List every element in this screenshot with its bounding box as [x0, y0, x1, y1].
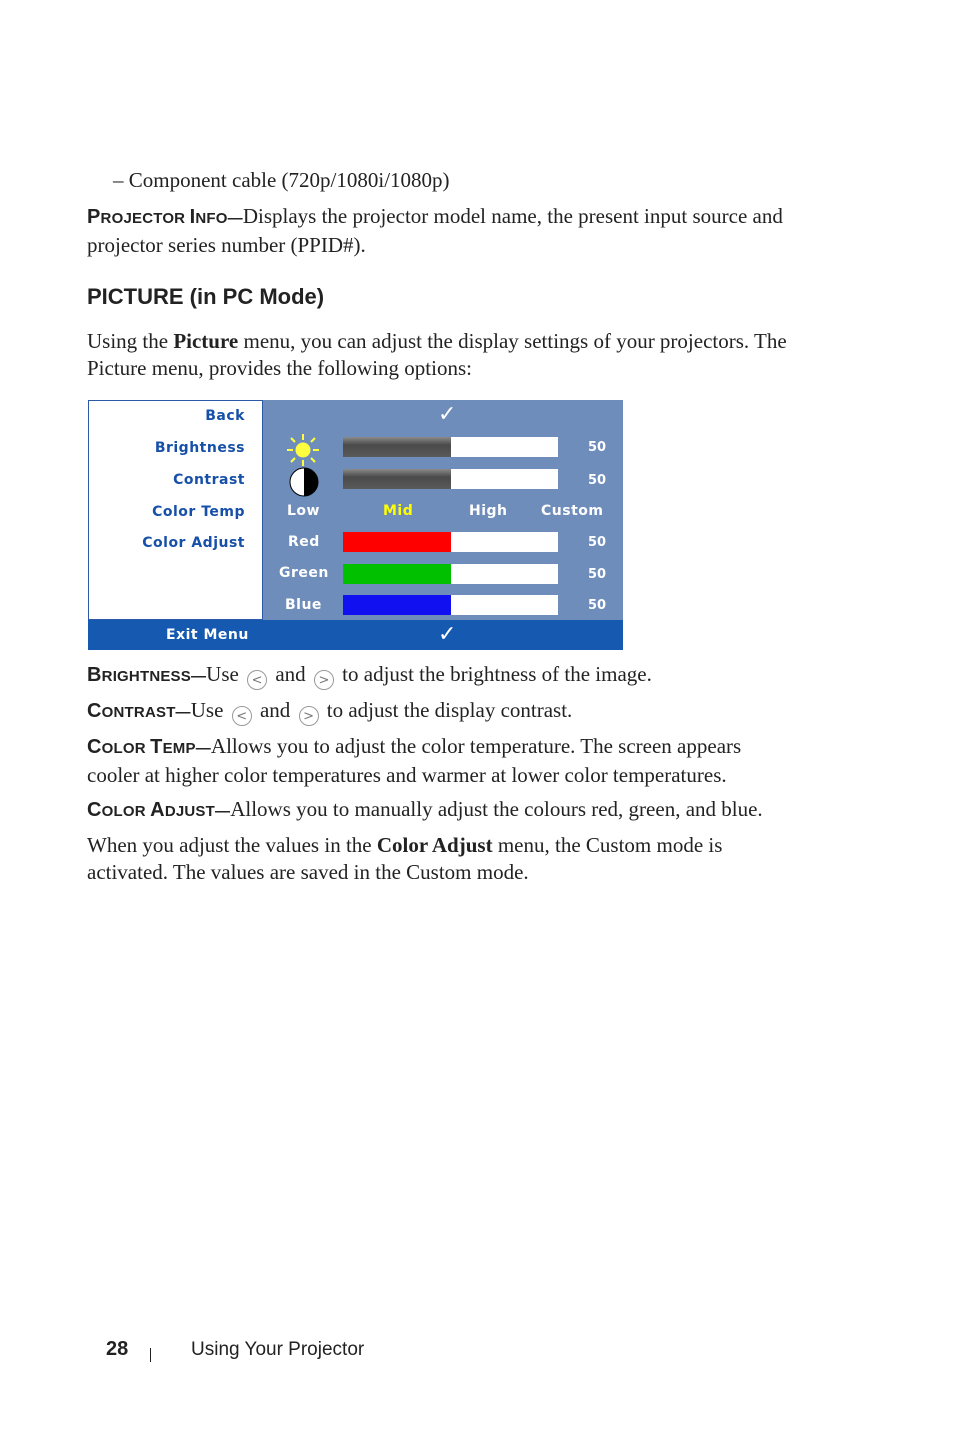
blue-fill — [343, 595, 451, 615]
right-arrow-key-icon: > — [299, 706, 319, 726]
contrast-and: and — [259, 698, 291, 722]
contrast-slider[interactable] — [343, 469, 558, 489]
osd-contrast[interactable]: Contrast — [173, 472, 245, 488]
green-value: 50 — [588, 567, 607, 582]
red-value: 50 — [588, 535, 607, 550]
contrast-icon — [288, 466, 320, 498]
color-adjust-text: Allows you to manually adjust the colours red, green, and blue. — [230, 797, 763, 821]
custom-note-pre: When you adjust the values in the — [87, 833, 377, 857]
brightness-term: BRIGHTNESS— — [87, 664, 207, 686]
page-number: 28 — [106, 1338, 129, 1360]
left-arrow-key-icon: < — [232, 706, 252, 726]
picture-osd-menu — [88, 400, 623, 650]
footer-section-title: Using Your Projector — [191, 1339, 365, 1360]
back-check-icon: ✓ — [438, 402, 457, 427]
exit-check-icon: ✓ — [438, 622, 457, 647]
contrast-fill — [343, 469, 451, 489]
brightness-description — [87, 661, 827, 690]
red-label: Red — [288, 534, 320, 550]
intro-post: menu, you can adjust the display settings of your projectors. The Picture menu, provides the following options: — [87, 329, 787, 380]
brightness-and: and — [275, 662, 306, 686]
osd-color-temp[interactable]: Color Temp — [152, 504, 245, 520]
green-slider[interactable] — [343, 564, 558, 584]
blue-value: 50 — [588, 598, 607, 613]
contrast-value: 50 — [588, 473, 607, 488]
footer-divider — [150, 1348, 151, 1362]
brightness-use: Use — [206, 662, 239, 686]
contrast-rest: to adjust the display contrast. — [326, 698, 573, 722]
projector-info-text: Displays the projector model name, the present input source and projector series number (PPID#). — [87, 204, 783, 257]
color-temp-term: COLOR TEMP— — [87, 736, 211, 758]
exit-menu-label[interactable]: Exit Menu — [166, 627, 249, 643]
right-arrow-key-icon: > — [314, 670, 334, 690]
custom-mode-note — [87, 832, 787, 886]
green-label: Green — [279, 565, 329, 581]
color-temp-mid[interactable]: Mid — [383, 503, 414, 519]
intro-pre: Using the — [87, 329, 174, 353]
color-temp-description — [87, 733, 787, 789]
red-slider[interactable] — [343, 532, 558, 552]
contrast-term: CONTRAST— — [87, 700, 191, 722]
custom-note-post: menu, the Custom mode is activated. The values are saved in the Custom mode. — [87, 833, 723, 884]
brightness-fill — [343, 437, 451, 457]
osd-brightness[interactable]: Brightness — [154, 440, 245, 456]
color-temp-high[interactable]: High — [469, 503, 508, 519]
color-adjust-description — [87, 796, 827, 825]
brightness-slider[interactable] — [343, 437, 558, 457]
left-arrow-key-icon: < — [247, 670, 267, 690]
blue-slider[interactable] — [343, 595, 558, 615]
osd-color-adjust[interactable]: Color Adjust — [142, 535, 245, 551]
contrast-use: Use — [190, 698, 224, 722]
brightness-rest: to adjust the brightness of the image. — [342, 662, 652, 686]
component-cable-bullet: – Component cable (720p/1080i/1080p) — [113, 168, 450, 192]
green-fill — [343, 564, 451, 584]
brightness-value: 50 — [588, 440, 607, 455]
contrast-description — [87, 697, 827, 726]
intro-bold: Picture — [173, 329, 239, 353]
section-heading: PICTURE (in PC Mode) — [87, 284, 325, 309]
red-fill — [343, 532, 451, 552]
color-temp-text: Allows you to adjust the color temperature. The screen appears cooler at higher color temperatures and warmer at lower color temperatures. — [87, 734, 742, 787]
osd-menu-list — [88, 400, 263, 620]
color-temp-low[interactable]: Low — [287, 503, 320, 519]
section-intro — [87, 328, 827, 382]
projector-info-term: PROJECTOR INFO— — [87, 206, 243, 228]
sun-icon — [286, 433, 320, 467]
projector-info-paragraph — [87, 203, 827, 259]
color-temp-custom[interactable]: Custom — [541, 503, 604, 519]
osd-back[interactable]: Back — [205, 408, 245, 424]
custom-note-bold: Color Adjust — [376, 833, 493, 857]
blue-label: Blue — [285, 597, 322, 613]
osd-exit-bar[interactable] — [88, 620, 623, 650]
color-adjust-term: COLOR ADJUST— — [87, 799, 231, 821]
